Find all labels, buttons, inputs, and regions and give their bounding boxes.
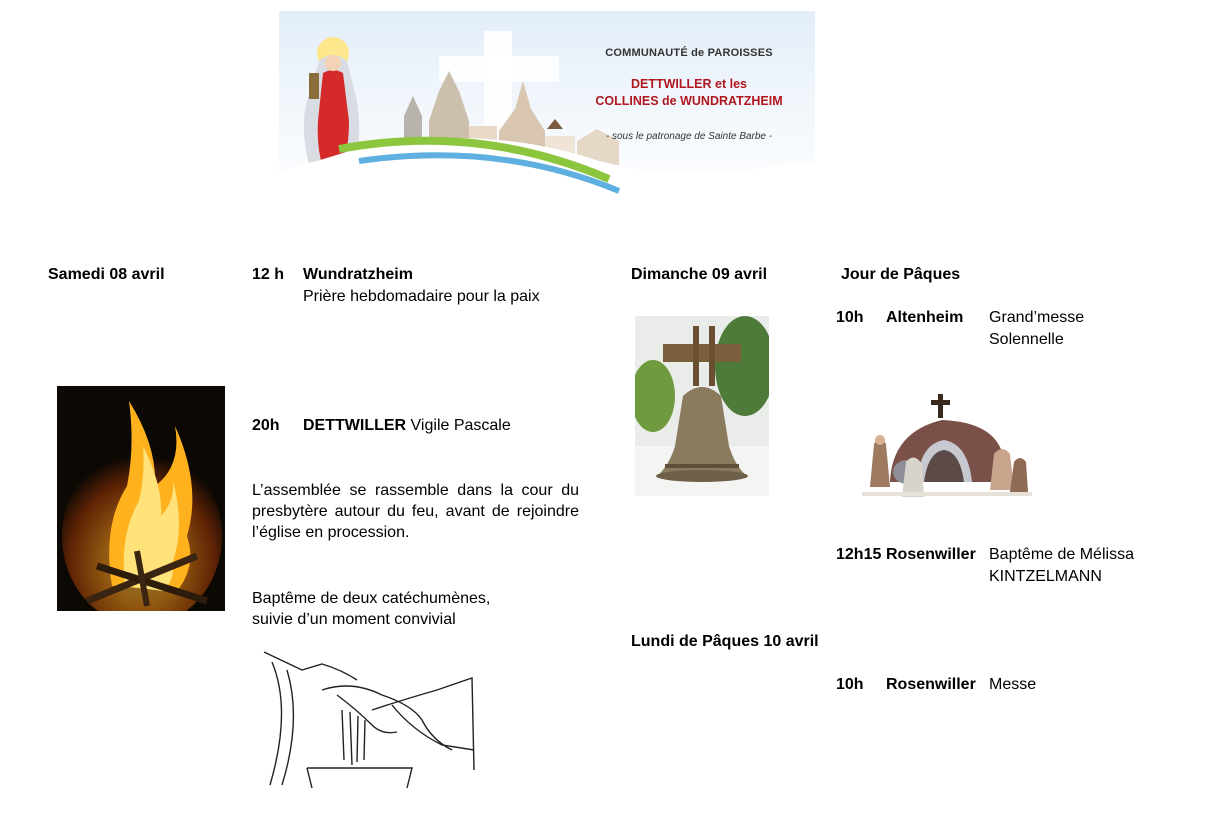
- banner-illustration: [279, 11, 815, 213]
- paragraph-baptism-line1: Baptême de deux catéchumènes,: [252, 590, 491, 607]
- event-place: Altenheim: [886, 309, 964, 326]
- banner-line-dettwiller: DETTWILLER et les: [631, 77, 747, 91]
- event-place: Rosenwiller: [886, 676, 976, 693]
- paragraph-baptism-line2: suivie d’un moment convivial: [252, 611, 456, 628]
- event-place: Wundratzheim: [303, 266, 413, 283]
- event-time: 12 h: [252, 266, 285, 283]
- banner-line-community: COMMUNAUTÉ de PAROISSES: [605, 47, 773, 59]
- event-description-line2: Solennelle: [989, 331, 1064, 348]
- event-place: Rosenwiller: [886, 546, 976, 563]
- event-details: [303, 415, 511, 436]
- feast-title: Jour de Pâques: [841, 266, 961, 283]
- event-time: 10h: [836, 676, 864, 693]
- event-description-line1: Grand’messe: [989, 309, 1085, 326]
- baptism-drawing: [262, 650, 476, 788]
- event-description: Messe: [989, 676, 1037, 693]
- event-description: Prière hebdomadaire pour la paix: [303, 288, 540, 305]
- parish-banner: [279, 11, 815, 213]
- event-time: 12h15: [836, 546, 882, 563]
- paragraph-assembly: L’assemblée se rassemble dans la cour du presbytère autour du feu, avant de rejoindre l’église en procession.: [252, 482, 579, 541]
- bell-image: [635, 316, 769, 496]
- event-description-line1: Baptême de Mélissa: [989, 546, 1134, 563]
- event-time: 10h: [836, 309, 864, 326]
- empty-tomb-image: [862, 392, 1032, 504]
- day-heading-dimanche: Dimanche 09 avril: [631, 266, 768, 283]
- banner-line-patronage: - sous le patronage de Sainte Barbe -: [605, 131, 773, 142]
- day-heading-lundi: Lundi de Pâques 10 avril: [631, 633, 819, 650]
- event-description-line2: KINTZELMANN: [989, 568, 1102, 585]
- event-place: DETTWILLER: [303, 417, 407, 434]
- event-time: 20h: [252, 417, 280, 434]
- event-description: Vigile Pascale: [410, 417, 511, 434]
- day-heading-samedi: Samedi 08 avril: [48, 266, 165, 283]
- banner-line-collines: COLLINES de WUNDRATZHEIM: [595, 94, 783, 108]
- bonfire-image: [57, 386, 225, 611]
